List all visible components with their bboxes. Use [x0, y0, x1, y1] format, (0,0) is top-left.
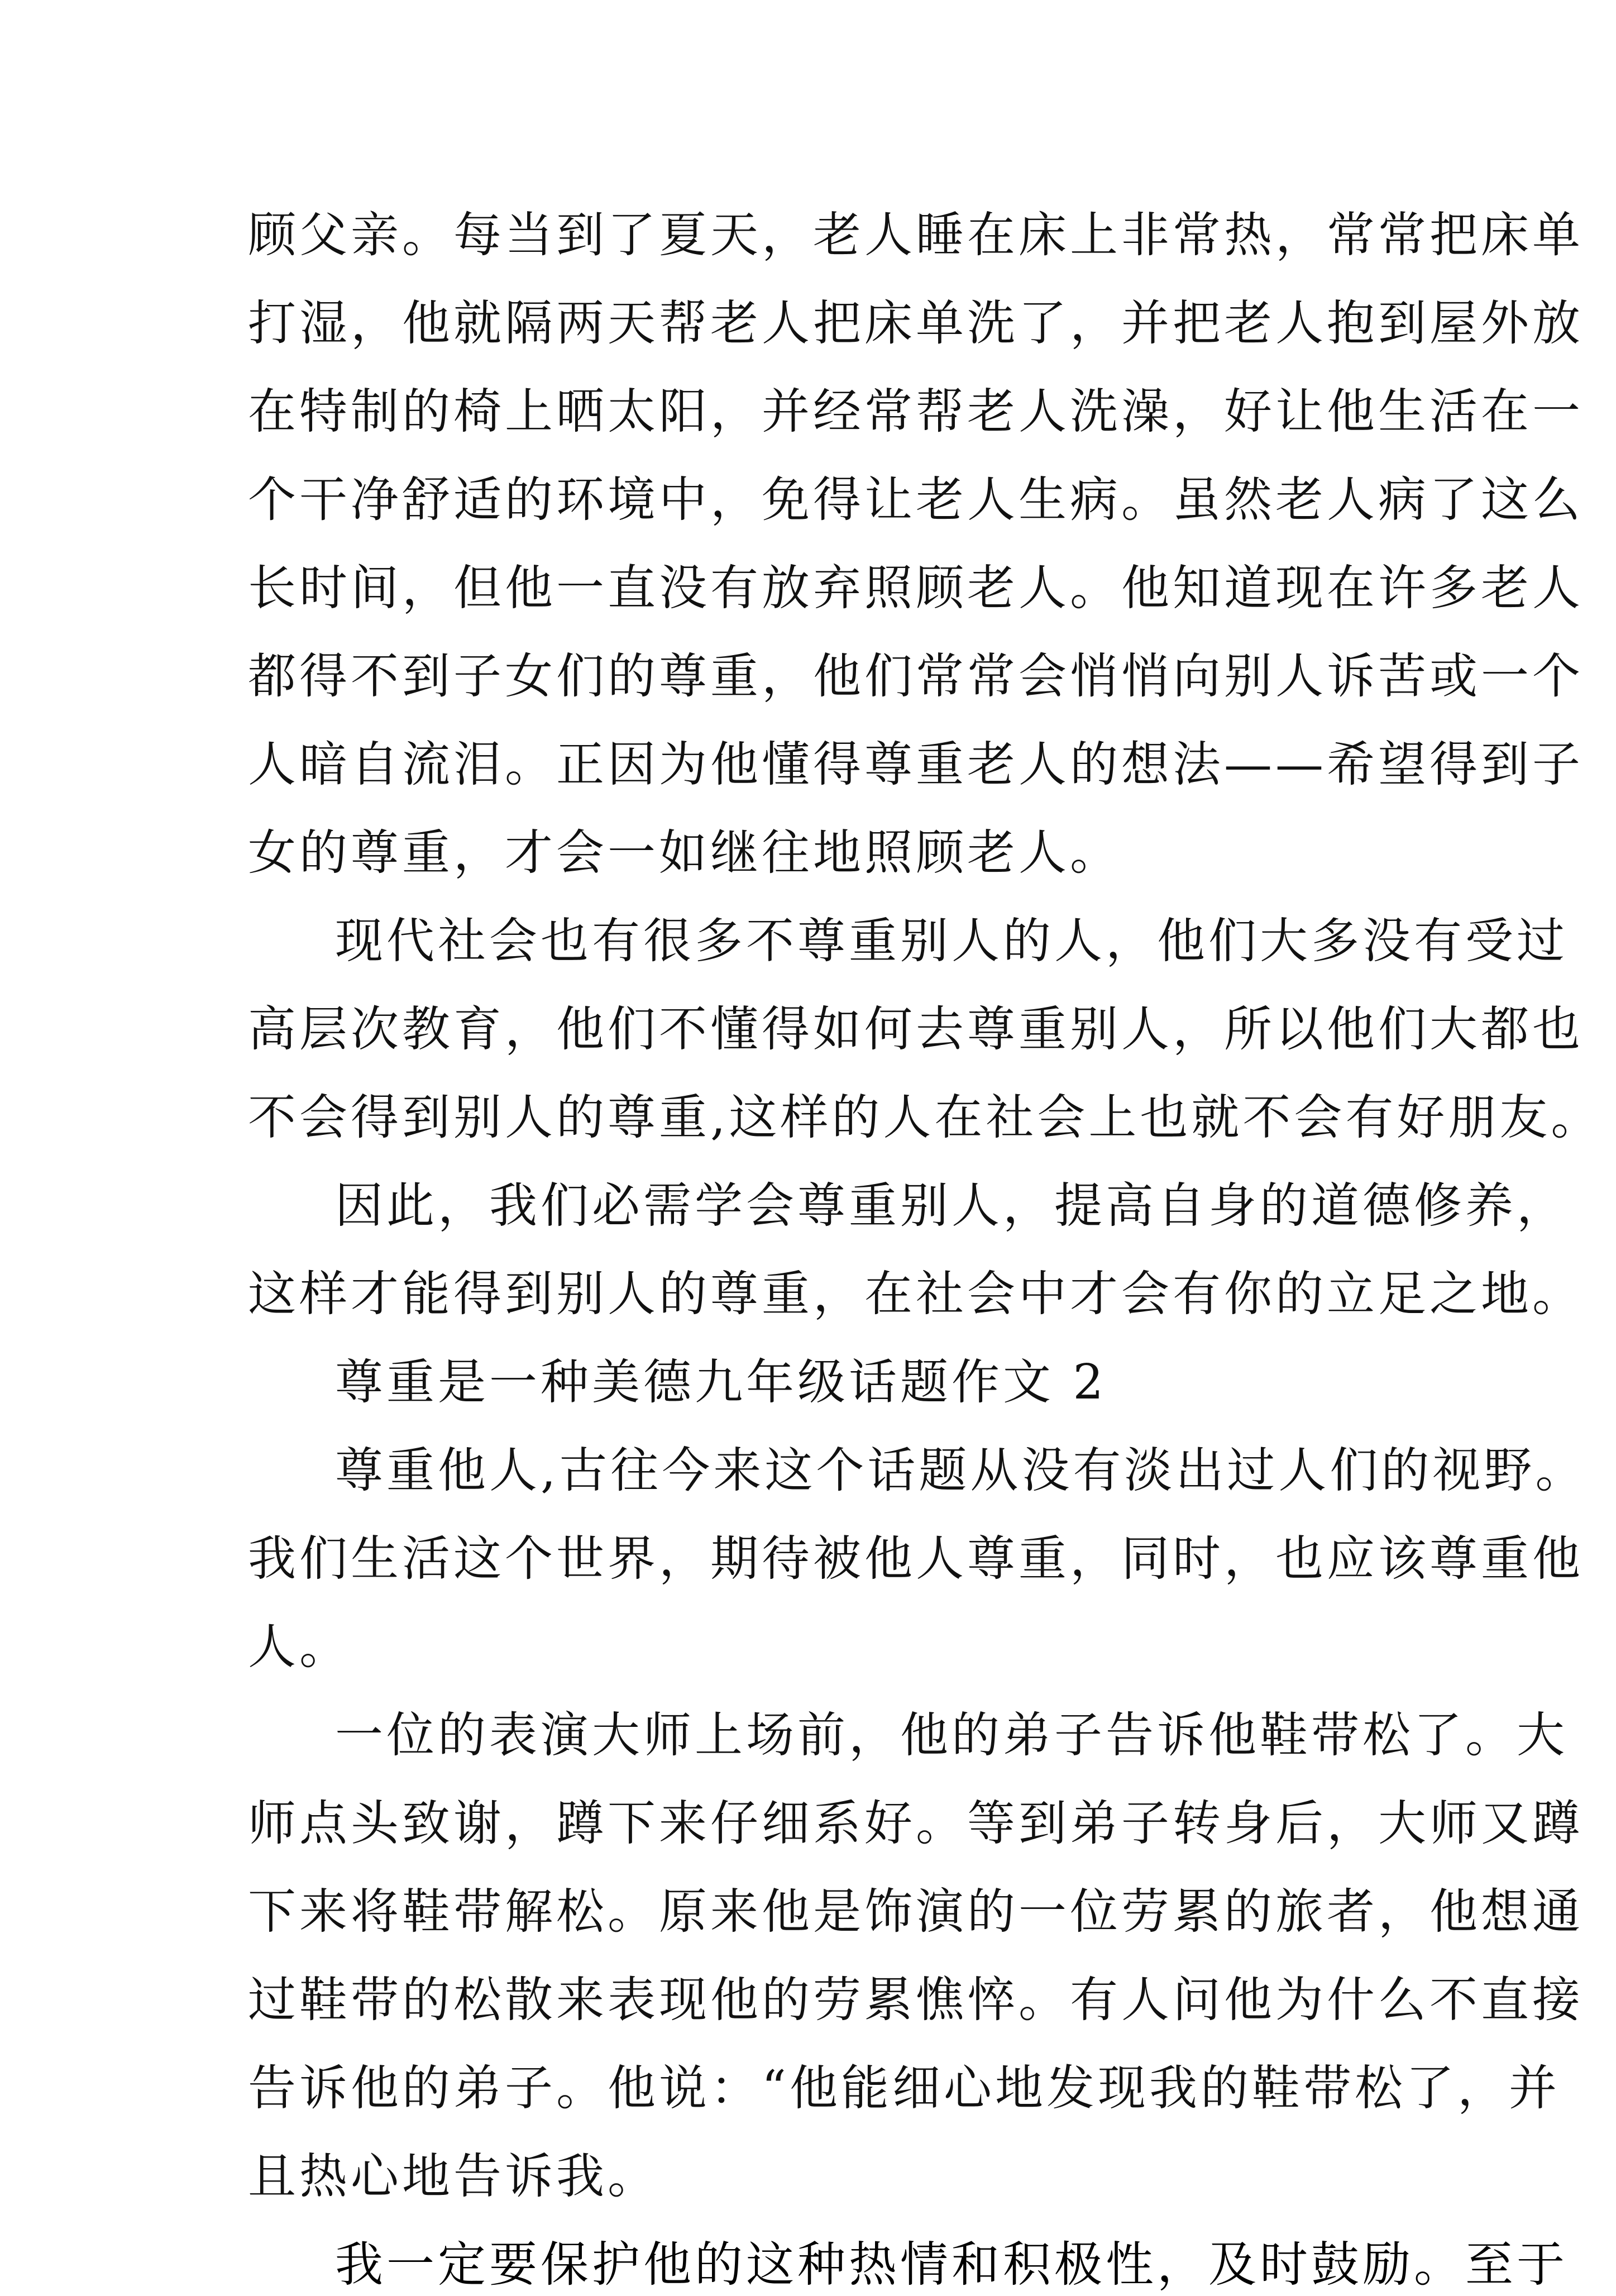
- text-line: 打湿，他就隔两天帮老人把床单洗了，并把老人抱到屋外放: [248, 295, 1584, 351]
- text-line: 我们生活这个世界，期待被他人尊重，同时，也应该尊重他: [248, 1531, 1584, 1587]
- paragraph-first-line: 现代社会也有很多不尊重别人的人，他们大多没有受过: [335, 913, 1568, 969]
- text-line: 师点头致谢，蹲下来仔细系好。等到弟子转身后，大师又蹲: [248, 1796, 1584, 1851]
- paragraph-first-line: 我一定要保护他的这种热情和积极性，及时鼓励。至于: [335, 2238, 1568, 2292]
- text-line: 都得不到子女们的尊重，他们常常会悄悄向别人诉苦或一个: [248, 648, 1584, 704]
- text-line: 女的尊重，才会一如继往地照顾老人。: [248, 825, 1121, 881]
- paragraph-first-line: 一位的表演大师上场前，他的弟子告诉他鞋带松了。大: [335, 1707, 1568, 1763]
- section-heading: 尊重是一种美德九年级话题作文 2: [335, 1354, 1107, 1410]
- text-line: 高层次教育，他们不懂得如何去尊重别人，所以他们大都也: [248, 1001, 1584, 1057]
- text-line: 顾父亲。每当到了夏天，老人睡在床上非常热，常常把床单: [248, 207, 1584, 263]
- text-line: 人。: [248, 1619, 351, 1675]
- text-line: 且热心地告诉我。: [248, 2149, 659, 2204]
- text-line: 不会得到别人的尊重,这样的人在社会上也就不会有好朋友。: [248, 1090, 1603, 1145]
- text-line: 过鞋带的松散来表现他的劳累憔悴。有人问他为什么不直接: [248, 1972, 1584, 2028]
- text-line: 长时间，但他一直没有放弃照顾老人。他知道现在许多老人: [248, 560, 1584, 616]
- text-line: 人暗自流泪。正因为他懂得尊重老人的想法——希望得到子: [248, 737, 1584, 793]
- paragraph-first-line: 因此，我们必需学会尊重别人，提高自身的道德修养，: [335, 1178, 1568, 1234]
- paragraph-first-line: 尊重他人,古往今来这个话题从没有淡出过人们的视野。: [335, 1443, 1587, 1498]
- text-line: 这样才能得到别人的尊重，在社会中才会有你的立足之地。: [248, 1266, 1584, 1322]
- text-line: 告诉他的弟子。他说：“他能细心地发现我的鞋带松了，并: [248, 2060, 1560, 2116]
- text-line: 在特制的椅上晒太阳，并经常帮老人洗澡，好让他生活在一: [248, 384, 1584, 440]
- text-line: 下来将鞋带解松。原来他是饰演的一位劳累的旅者，他想通: [248, 1884, 1584, 1940]
- text-line: 个干净舒适的环境中，免得让老人生病。虽然老人病了这么: [248, 472, 1584, 528]
